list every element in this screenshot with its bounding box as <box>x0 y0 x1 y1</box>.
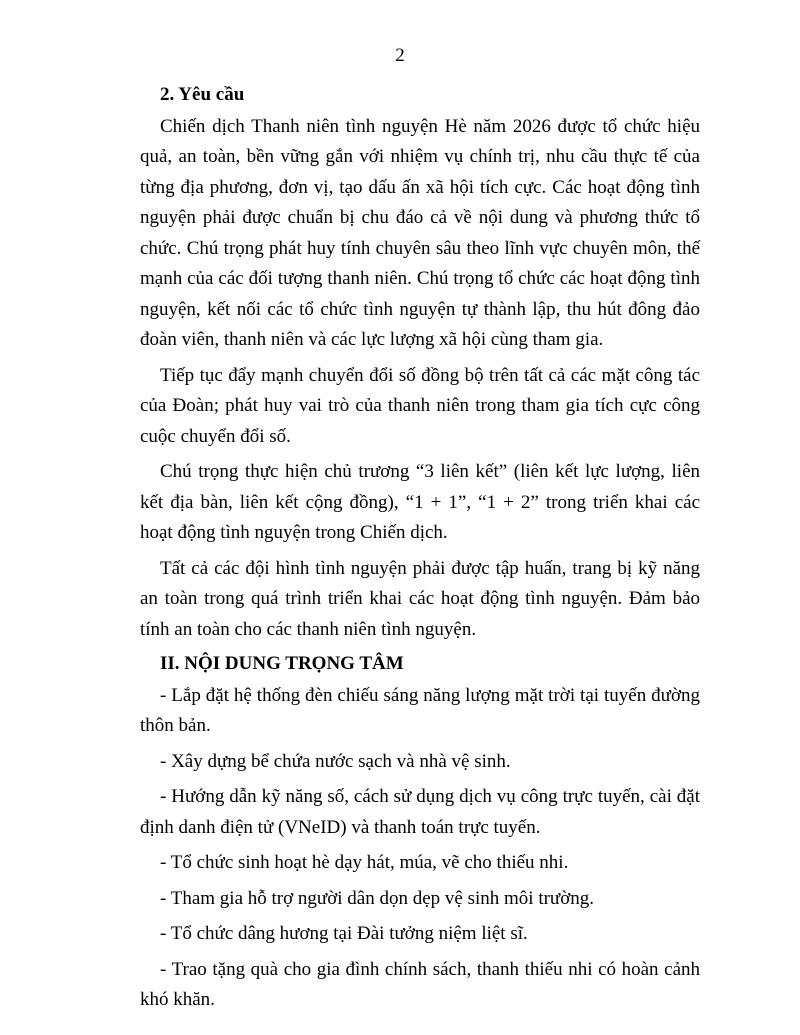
list-item: - Lắp đặt hệ thống đèn chiếu sáng năng lượng mặt trời tại tuyến đường thôn bản. <box>140 684 700 736</box>
list-item: - Trao tặng quà cho gia đình chính sách, thanh thiếu nhi có hoàn cảnh khó khăn. <box>140 958 700 1010</box>
paragraph: Tất cả các đội hình tình nguyện phải được tập huấn, trang bị kỹ năng an toàn trong quá trình triển khai các hoạt động tình nguyện. Đảm bảo tính an toàn cho các thanh niên tình nguyện. <box>140 557 700 640</box>
list-item: - Tham gia hỗ trợ người dân dọn dẹp vệ sinh môi trường. <box>160 887 595 909</box>
paragraph: Chiến dịch Thanh niên tình nguyện Hè năm 2026 được tổ chức hiệu quả, an toàn, bền vững gắn với nhiệm vụ chính trị, nhu cầu thực tế của từng địa phương, đơn vị, tạo dấu ấn xã hội tích cực. Các hoạt động tình nguyện phải được chuẩn bị chu đáo cả về nội dung và phương thức tổ chức. Chú trọng phát huy tính chuyên sâu theo lĩnh vực chuyên môn, thế mạnh của các đối tượng thanh niên. Chú trọng tổ chức các hoạt động tình nguyện, kết nối các tổ chức tình nguyện tự thành lập, thu hút đông đảo đoàn viên, thanh niên và các lực lượng xã hội cùng tham gia. <box>140 115 700 350</box>
paragraph: Chú trọng thực hiện chủ trương “3 liên kết” (liên kết lực lượng, liên kết địa bàn, liên kết cộng đồng), “1 + 1”, “1 + 2” trong triển khai các hoạt động tình nguyện trong Chiến dịch. <box>140 461 700 543</box>
section-heading-requirements: 2. Yêu cầu <box>160 84 245 105</box>
paragraph: Tiếp tục đẩy mạnh chuyển đổi số đồng bộ trên tất cả các mặt công tác của Đoàn; phát huy vai trò của thanh niên trong tham gia tích cực công cuộc chuyển đổi số. <box>140 364 700 447</box>
list-item: - Tổ chức dâng hương tại Đài tưởng niệm liệt sĩ. <box>160 923 528 944</box>
section-heading-key-content: II. NỘI DUNG TRỌNG TÂM <box>160 653 404 674</box>
page-content <box>140 80 700 1016</box>
page-number: 2 <box>395 45 405 66</box>
list-item: - Hướng dẫn kỹ năng số, cách sử dụng dịch vụ công trực tuyến, cài đặt định danh điện tử (VNeID) và thanh toán trực tuyến. <box>140 786 700 838</box>
list-item: - Xây dựng bể chứa nước sạch và nhà vệ sinh. <box>160 750 511 772</box>
list-item: - Tổ chức sinh hoạt hè dạy hát, múa, vẽ cho thiếu nhi. <box>160 852 569 873</box>
